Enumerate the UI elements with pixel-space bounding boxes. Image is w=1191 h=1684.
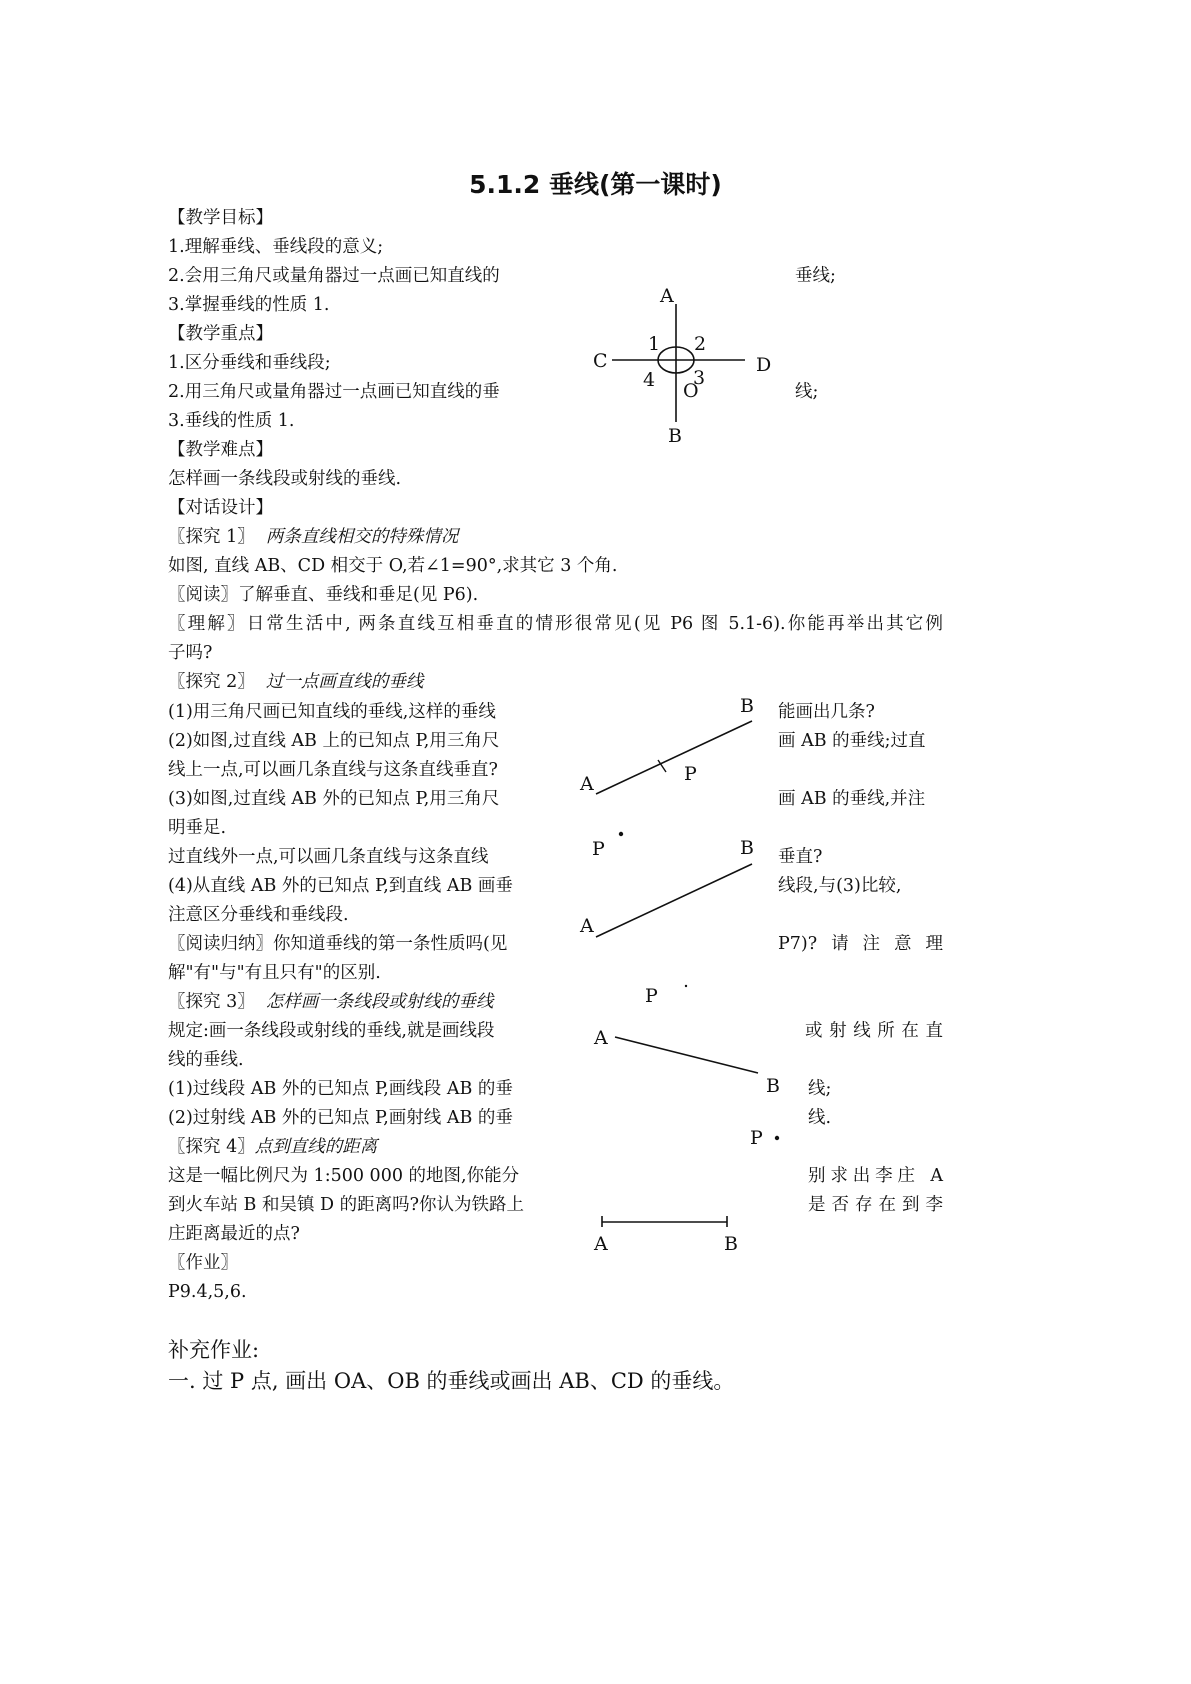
- label-a: A: [594, 1027, 608, 1049]
- text-line: 过直线外一点,可以画几条直线与这条直线: [168, 847, 489, 867]
- label-a: A: [580, 773, 594, 795]
- section-heading-difficulties: 【教学难点】: [168, 440, 273, 460]
- explore-label: 〖探究 4〗: [168, 1137, 255, 1157]
- text-line: 这是一幅比例尺为 1:500 000 的地图,你能分: [168, 1166, 520, 1186]
- perpendicular-cross-figure: [612, 304, 745, 422]
- text-fragment: 别求出李庄 A: [808, 1166, 943, 1186]
- figure-ray-point: [750, 1127, 779, 1149]
- text-line: 2.用三角尺或量角器过一点画已知直线的垂: [168, 382, 500, 402]
- label-o: O: [683, 380, 699, 402]
- label-a: A: [580, 915, 594, 937]
- text-fragment: 线段,与(3)比较,: [778, 876, 902, 896]
- line-ab: [596, 721, 752, 794]
- text-fragment: 线;: [795, 382, 819, 402]
- text-fragment: 线.: [808, 1108, 832, 1128]
- text-fragment: 画 AB 的垂线,并注: [778, 789, 926, 809]
- explore-label: 〖探究 3〗: [168, 992, 255, 1012]
- supplement-heading: 补充作业:: [168, 1338, 260, 1362]
- line-ab: [596, 864, 752, 937]
- label-p: P: [592, 838, 605, 860]
- label-b: B: [766, 1075, 780, 1097]
- perpendicular-cross-labels: [593, 285, 771, 447]
- explore-label: 〖探究 2〗: [168, 672, 255, 692]
- text-line: (3)如图,过直线 AB 外的已知点 P,用三角尺: [168, 789, 500, 809]
- text-line: (2)如图,过直线 AB 上的已知点 P,用三角尺: [168, 731, 500, 751]
- label-a: A: [660, 285, 674, 307]
- figure-map-segment: [602, 1216, 727, 1227]
- text-line: 明垂足.: [168, 818, 227, 838]
- text-line: 注意区分垂线和垂线段.: [168, 905, 349, 925]
- section-heading-key-points: 【教学重点】: [168, 324, 273, 344]
- label-angle-2: 2: [694, 333, 707, 355]
- label-p: P: [684, 763, 697, 785]
- text-line: 1.理解垂线、垂线段的意义;: [168, 237, 384, 257]
- text-line: 到火车站 B 和吴镇 D 的距离吗?你认为铁路上: [168, 1195, 525, 1215]
- label-angle-4: 4: [643, 369, 656, 391]
- text-line: (1)过线段 AB 外的已知点 P,画线段 AB 的垂: [168, 1079, 513, 1099]
- text-fragment: P7)?请注意理: [778, 934, 943, 954]
- explore-topic: 怎样画一条线段或射线的垂线: [265, 992, 494, 1012]
- figure-point-off-line: [579, 832, 754, 937]
- text-line: 庄距离最近的点?: [168, 1224, 300, 1244]
- section-heading-objectives: 【教学目标】: [168, 208, 273, 228]
- text-line: 3.垂线的性质 1.: [168, 411, 295, 431]
- text-line: 〖阅读归纳〗你知道垂线的第一条性质吗(见: [168, 934, 508, 954]
- text-line: 子吗?: [168, 643, 213, 663]
- label-b: B: [724, 1233, 738, 1255]
- text-line: 〖理解〗日常生活中, 两条直线互相垂直的情形很常见(见 P6 图 5.1-6).你能再举出其它例: [168, 614, 943, 634]
- text-line: 3.掌握垂线的性质 1.: [168, 295, 330, 315]
- point-p: [619, 832, 623, 836]
- text-fragment: 能画出几条?: [778, 702, 875, 722]
- text-line: 怎样画一条线段或射线的垂线.: [168, 469, 402, 489]
- supplement-item: 一. 过 P 点, 画出 OA、OB 的垂线或画出 AB、CD 的垂线。: [168, 1369, 735, 1393]
- text-line: 线上一点,可以画几条直线与这条直线垂直?: [168, 760, 498, 780]
- text-fragment: 或射线所在直: [805, 1021, 943, 1041]
- section-heading-homework: 〖作业〗: [168, 1253, 238, 1273]
- text-fragment: 垂线;: [795, 266, 836, 286]
- text-fragment: 线;: [808, 1079, 832, 1099]
- label-p: P: [645, 985, 658, 1007]
- label-b: B: [740, 695, 754, 717]
- figure-segment: [593, 985, 780, 1097]
- text-line: 解"有"与"有且只有"的区别.: [168, 963, 381, 983]
- text-line: 〖阅读〗了解垂直、垂线和垂足(见 P6).: [168, 585, 479, 605]
- label-d: D: [756, 354, 772, 376]
- text-fragment: 是否存在到李: [808, 1195, 943, 1215]
- section-heading-dialogue: 【对话设计】: [168, 498, 273, 518]
- text-line: (4)从直线 AB 外的已知点 P,到直线 AB 画垂: [168, 876, 513, 896]
- point-p: [685, 985, 687, 987]
- text-line: 线的垂线.: [168, 1050, 244, 1070]
- figure-point-on-line: [579, 695, 754, 795]
- text-line: (1)用三角尺画已知直线的垂线,这样的垂线: [168, 702, 496, 722]
- point-p: [775, 1136, 779, 1140]
- label-c: C: [593, 350, 608, 372]
- text-line: 规定:画一条线段或射线的垂线,就是画线段: [168, 1021, 495, 1041]
- text-fragment: 画 AB 的垂线;过直: [778, 731, 926, 751]
- segment-ab: [615, 1037, 758, 1073]
- label-angle-1: 1: [648, 333, 661, 355]
- text-line: P9.4,5,6.: [168, 1282, 247, 1302]
- text-line: 2.会用三角尺或量角器过一点画已知直线的: [168, 266, 500, 286]
- text-line: 如图, 直线 AB、CD 相交于 O,若∠1=90°,求其它 3 个角.: [168, 556, 618, 576]
- label-b: B: [668, 425, 682, 447]
- label-a: A: [594, 1233, 608, 1255]
- explore-topic: 点到直线的距离: [254, 1137, 378, 1157]
- text-line: 1.区分垂线和垂线段;: [168, 353, 331, 373]
- label-b: B: [740, 837, 754, 859]
- figure-map-labels: [593, 1233, 738, 1255]
- text-line: (2)过射线 AB 外的已知点 P,画射线 AB 的垂: [168, 1108, 513, 1128]
- explore-topic: 过一点画直线的垂线: [265, 672, 424, 692]
- page-title: 5.1.2 垂线(第一课时): [469, 170, 722, 199]
- explore-topic: 两条直线相交的特殊情况: [265, 527, 459, 547]
- explore-label: 〖探究 1〗: [168, 527, 255, 547]
- text-fragment: 垂直?: [778, 847, 823, 867]
- label-p: P: [750, 1127, 763, 1149]
- label-angle-3: 3: [693, 367, 706, 389]
